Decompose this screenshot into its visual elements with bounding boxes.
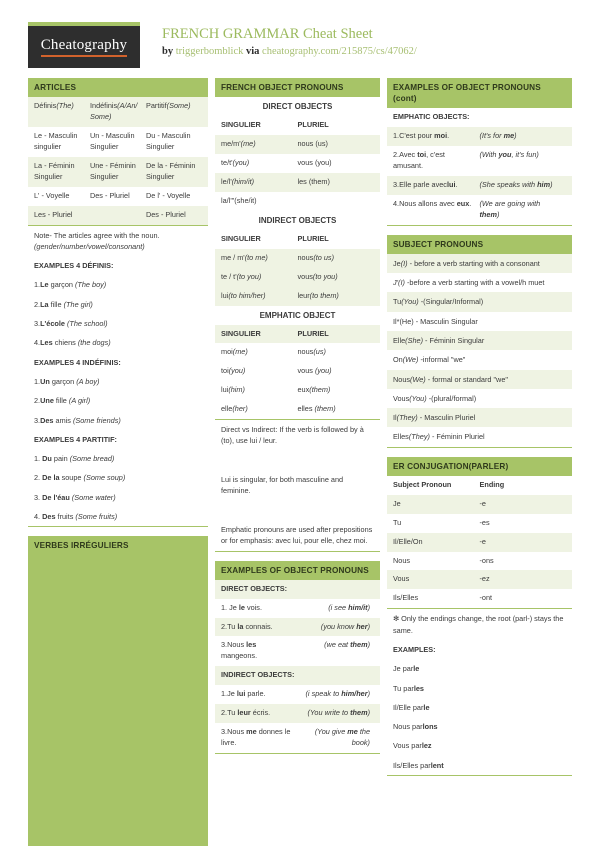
cell: vous(to you) <box>297 271 338 281</box>
source-url-link[interactable]: cheatography.com/215875/cs/47062/ <box>262 46 417 57</box>
subject-pronouns-list <box>387 254 572 448</box>
cell: 3.Elle parle aveclui. <box>393 179 458 189</box>
table-row <box>28 187 208 206</box>
note-spacer <box>215 501 380 520</box>
table-row <box>387 589 572 608</box>
logo-text: Cheatography <box>41 37 128 57</box>
cell: 2.Tu la connais. <box>221 621 273 631</box>
table-row <box>215 599 380 618</box>
cell: toi(you) <box>221 366 246 376</box>
er-conjugation-notes <box>387 609 572 776</box>
table-header-row <box>215 325 380 344</box>
cheatography-logo[interactable] <box>28 22 140 68</box>
card-er-conjugation <box>387 457 572 776</box>
cell: De l' - Voyelle <box>145 190 191 200</box>
section-label-indirect: INDIRECT OBJECTS: <box>215 666 380 685</box>
section-label-direct: DIRECT OBJECTS: <box>215 580 380 599</box>
cell: 2.Tu leur écris. <box>221 708 271 718</box>
note-line: 4. Des fruits (Some fruits) <box>34 512 118 522</box>
table-row <box>215 192 380 211</box>
cell: 1.Je lui parle. <box>221 689 266 699</box>
card-title-examples-right: EXAMPLES OF OBJECT PRONOUNS (cont) <box>387 78 572 108</box>
note-line: 1.Un garçon (A boy) <box>34 376 100 386</box>
table-row <box>28 97 208 127</box>
note-line: EXAMPLES 4 PARTITIF: <box>34 434 117 444</box>
card-title-articles: ARTICLES <box>28 78 208 97</box>
cell: La - Féminin Singulier <box>34 160 75 181</box>
cell: 3.Nous me donnes le livre. <box>221 727 291 748</box>
cell: (With you, it's fun) <box>479 150 539 159</box>
note-line: ✻ Only the endings change, the root (parl-) stays the same. <box>393 614 564 635</box>
table-row <box>387 127 572 146</box>
table-row <box>215 400 380 419</box>
cell: eux(them) <box>297 385 331 395</box>
cell: me / m'(to me) <box>221 252 268 262</box>
cell: vous (you) <box>297 157 332 167</box>
cell: 1. Je le vois. <box>221 602 262 612</box>
cell: nous (us) <box>297 139 328 148</box>
section-heading-emphatic: EMPHATIC OBJECT <box>259 310 336 320</box>
col-head: SINGULIER <box>221 120 261 130</box>
card-object-pronouns <box>215 78 380 552</box>
cell <box>298 196 375 207</box>
list-item: Nous(We) - formal or standard "we" <box>387 370 572 389</box>
column-middle <box>215 78 380 763</box>
cell: (It's for me) <box>479 131 517 141</box>
table-row <box>28 206 208 225</box>
cell <box>90 210 146 221</box>
table-row <box>215 343 380 362</box>
object-pronouns-notes <box>215 420 380 551</box>
table-row <box>215 287 380 306</box>
card-title-object-pronouns: FRENCH OBJECT PRONOUNS <box>215 78 380 97</box>
list-item: Elle(She) - Féminin Singular <box>387 331 572 350</box>
table-row <box>215 362 380 381</box>
list-item: Il(They) - Masculin Pluriel <box>387 408 572 427</box>
cell: leur(to them) <box>297 290 339 300</box>
cell: (We are going with them) <box>479 198 541 219</box>
col-head: SINGULIER <box>221 328 261 338</box>
table-row <box>28 157 208 187</box>
cell: les (them) <box>297 176 330 186</box>
cell: -ez <box>479 574 490 584</box>
list-item: Vous(You) -(plural/formal) <box>393 393 477 403</box>
table-row <box>215 268 380 287</box>
cell: Les - Pluriel <box>34 209 73 219</box>
card-articles <box>28 78 208 527</box>
note-spacer <box>215 451 380 470</box>
cell: Indéfinis(A/An/ Some) <box>89 101 138 121</box>
table-row <box>215 704 380 723</box>
note-line: Je parle <box>393 664 420 674</box>
cell: Définis(The) <box>34 101 74 111</box>
articles-table <box>28 97 208 226</box>
note-line: EXAMPLES: <box>393 644 436 654</box>
section-label-emphatic: EMPHATIC OBJECTS: <box>393 112 470 122</box>
note-line: Lui is singular, for both masculine and feminine. <box>221 475 344 496</box>
card-title-examples-mid: EXAMPLES OF OBJECT PRONOUNS <box>215 561 380 580</box>
list-item: Elles(They) - Féminin Pluriel <box>393 432 485 442</box>
note-line: 1.Le garçon (The boy) <box>34 280 107 290</box>
cell: -ont <box>479 593 493 603</box>
cell: De la - Féminin Singulier <box>145 160 196 181</box>
table-row <box>387 514 572 533</box>
examples-mid-table <box>215 580 380 754</box>
cell: (You write to them) <box>307 708 370 718</box>
note-line: Emphatic pronouns are used after prepositions or for emphasis: avec lui, pour elle, chez moi. <box>221 524 373 546</box>
cell: Je <box>393 498 401 508</box>
note-line: 3.Des amis (Some friends) <box>34 415 121 425</box>
title-block <box>162 22 417 57</box>
examples-right-table <box>387 108 572 226</box>
table-row <box>215 618 380 637</box>
cell: nous(us) <box>297 347 326 357</box>
note-line: 2. De la soupe (Some soup) <box>34 473 126 483</box>
table-row <box>387 146 572 176</box>
cell: (you know her) <box>320 621 370 631</box>
card-title-er-conjugation: ER CONJUGATION(PARLER) <box>387 457 572 476</box>
cell: Le - Masculin singulier <box>34 130 78 151</box>
cell: (You give me the book) <box>314 727 370 748</box>
author-link[interactable]: triggerbomblick <box>175 46 244 57</box>
table-row <box>215 381 380 400</box>
table-row <box>387 552 572 571</box>
col-head: PLURIEL <box>297 120 329 130</box>
cell: Des - Pluriel <box>89 190 130 200</box>
table-header-row <box>215 230 380 249</box>
cell: 1.C'est pour moi. <box>393 131 450 141</box>
table-row <box>387 495 572 514</box>
cell: me/m'(me) <box>221 139 256 148</box>
cell: nous(to us) <box>297 252 335 262</box>
table-row <box>387 533 572 552</box>
table-row <box>387 195 572 225</box>
via-label: via <box>246 46 260 57</box>
col-head: Subject Pronoun <box>393 479 452 489</box>
cell: Une - Féminin Singulier <box>89 160 136 181</box>
table-row <box>215 154 380 173</box>
table-header-row <box>215 116 380 135</box>
cell: -e <box>479 536 486 546</box>
cell: Un - Masculin Singulier <box>89 130 135 151</box>
col-head: PLURIEL <box>297 328 329 338</box>
card-examples-right <box>387 78 572 226</box>
cell: elle(her) <box>221 404 248 414</box>
note-line: 3. De l'éau (Some water) <box>34 492 116 502</box>
cell: Partitif(Some) <box>145 101 191 111</box>
cell: Tu <box>393 517 402 527</box>
cell: Vous <box>393 574 410 584</box>
table-row <box>215 723 380 753</box>
cell: Du - Masculin Singulier <box>145 130 191 151</box>
card-examples-mid <box>215 561 380 754</box>
cell: elles (them) <box>297 404 336 414</box>
cell: te/t'(you) <box>221 157 250 167</box>
cell: vous (you) <box>297 366 332 376</box>
page-title: FRENCH GRAMMAR Cheat Sheet <box>162 26 373 42</box>
note-line: Direct vs Indirect: If the verb is followed by à (to), use lui / leur. <box>221 425 364 446</box>
list-item: Il*(He) - Masculin Singular <box>393 316 478 326</box>
cell: Ils/Elles <box>393 593 419 603</box>
section-heading-indirect: INDIRECT OBJECTS <box>258 215 337 225</box>
cell: -ons <box>479 555 494 565</box>
cell: (i speak to him/her) <box>305 689 370 699</box>
table-row <box>215 685 380 704</box>
col-head: Ending <box>479 479 505 489</box>
cell: Des - Pluriel <box>145 209 186 219</box>
cell: la/l'"(she/it) <box>221 195 257 205</box>
object-pronouns-table <box>215 97 380 420</box>
column-right <box>387 78 572 785</box>
cell: moi(me) <box>221 347 248 357</box>
card-verbes-irreguliers <box>28 536 208 846</box>
cell: 4.Nous allons avec eux. <box>393 198 472 208</box>
verbes-empty-body <box>28 536 208 846</box>
note-line: 2.Une fille (A girl) <box>34 396 91 406</box>
cell: Nous <box>393 555 411 565</box>
table-row <box>215 249 380 268</box>
card-subject-pronouns <box>387 235 572 448</box>
cell: (we eat them) <box>324 640 370 650</box>
list-item: J'(I) -before a verb starting with a vowel/h muet <box>393 278 545 288</box>
list-item: On(We) -informal "we" <box>393 355 466 365</box>
note-line: 4.Les chiens (the dogs) <box>34 338 111 348</box>
note-line: Nous parlons <box>393 722 438 732</box>
table-row <box>215 135 380 154</box>
cell: le/l'(him/it) <box>221 176 255 186</box>
cell: (i see him/it) <box>328 602 370 612</box>
table-row <box>215 636 380 666</box>
col-head: SINGULIER <box>221 233 261 243</box>
note-line: EXAMPLES 4 DÉFINIS: <box>34 261 114 271</box>
cell: 2.Avec toi, c'est amusant. <box>393 150 445 170</box>
cell: lui(to him/her) <box>221 290 266 300</box>
note-line: EXAMPLES 4 INDÉFINIS: <box>34 357 121 367</box>
er-conjugation-table <box>387 476 572 610</box>
note-line: Il/Elle parle <box>393 702 430 712</box>
cell: te / t'(to you) <box>221 271 262 281</box>
columns-container <box>0 68 600 849</box>
table-row <box>387 570 572 589</box>
articles-notes <box>28 226 208 528</box>
table-row <box>387 176 572 195</box>
card-title-subject-pronouns: SUBJECT PRONOUNS <box>387 235 572 254</box>
cell: -e <box>479 498 486 508</box>
cell: Il/Elle/On <box>393 536 423 546</box>
card-title-verbes: VERBES IRRÉGULIERS <box>34 541 129 551</box>
column-left <box>28 78 208 849</box>
cell: -es <box>479 517 490 527</box>
col-head: PLURIEL <box>297 233 329 243</box>
byline <box>162 46 417 57</box>
page-header <box>0 0 600 68</box>
by-label: by <box>162 46 174 57</box>
note-line: 3.L'école (The school) <box>34 319 108 329</box>
note-line: Ils/Elles parlent <box>393 760 444 770</box>
cell: 3.Nous les mangeons. <box>221 640 258 661</box>
list-item: Je(I) - before a verb starting with a consonant <box>387 254 572 273</box>
list-item: Tu(You) -(Singular/Informal) <box>387 292 572 311</box>
section-heading-direct: DIRECT OBJECTS <box>262 102 333 112</box>
note-line: Tu parles <box>393 683 424 693</box>
cell: (She speaks with him) <box>479 179 553 189</box>
table-header-row <box>387 476 572 495</box>
table-row <box>215 173 380 192</box>
note-line: 1. Du pain (Some bread) <box>34 454 115 464</box>
note-line: 2.La fille (The girl) <box>34 299 93 309</box>
note-line: Note- The articles agree with the noun.(gender/number/vowel/consonant) <box>34 230 160 251</box>
cell: lui(him) <box>221 385 245 395</box>
cell: L' - Voyelle <box>34 190 70 200</box>
note-line: Vous parlez <box>393 741 432 751</box>
table-row <box>28 127 208 157</box>
